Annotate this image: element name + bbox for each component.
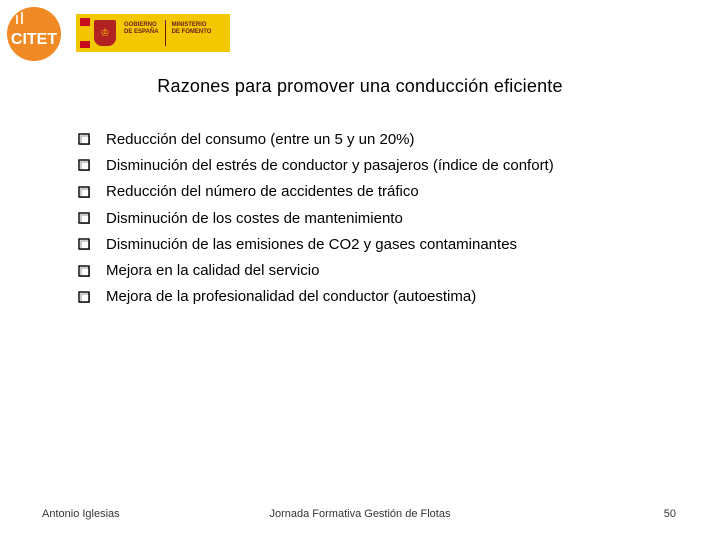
page-number: 50 [663, 508, 676, 520]
spain-flag-icon [80, 18, 90, 48]
square-bullet-icon [78, 238, 90, 250]
list-item-text: Disminución del estrés de conductor y pasajeros (índice de confort) [106, 156, 554, 174]
citet-logo [6, 6, 62, 62]
list-item [78, 284, 554, 310]
logo-divider [165, 20, 166, 46]
square-bullet-icon [78, 159, 90, 171]
coat-of-arms-icon: ♔ [94, 20, 116, 46]
reasons-list [78, 126, 554, 310]
square-bullet-icon [78, 265, 90, 277]
list-item [78, 231, 554, 257]
list-item [78, 205, 554, 231]
government-label: GOBIERNO DE ESPAÑA [124, 22, 159, 35]
list-item-text: Disminución de los costes de mantenimiento [106, 209, 403, 227]
square-bullet-icon [78, 133, 90, 145]
footer-event: Jornada Formativa Gestión de Flotas [269, 508, 451, 520]
ministry-label: MINISTERIO DE FOMENTO [171, 22, 212, 35]
list-item-text: Disminución de las emisiones de CO2 y gases contaminantes [106, 235, 518, 253]
list-item [78, 179, 554, 205]
list-item-text: Reducción del número de accidentes de tráfico [106, 183, 419, 201]
square-bullet-icon [78, 212, 90, 224]
list-item [78, 126, 554, 152]
square-bullet-icon [78, 186, 90, 198]
list-item [78, 257, 554, 283]
footer-author: Antonio Iglesias [42, 508, 120, 520]
slide-title: Razones para promover una conducción eficiente [157, 76, 563, 96]
list-item-text: Mejora en la calidad del servicio [106, 262, 320, 280]
government-logo [76, 14, 230, 52]
list-item [78, 152, 554, 178]
list-item-text: Mejora de la profesionalidad del conductor (autoestima) [106, 288, 477, 306]
svg-text:CITET: CITET [10, 31, 58, 48]
square-bullet-icon [78, 291, 90, 303]
list-item-text: Reducción del consumo (entre un 5 y un 20%) [106, 130, 415, 148]
